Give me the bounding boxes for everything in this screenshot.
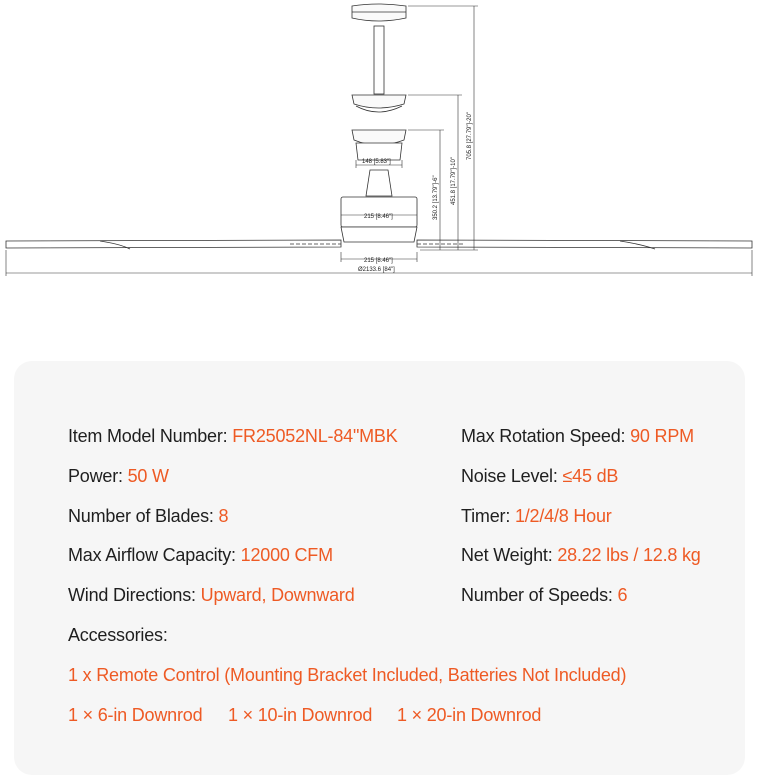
spec-blades [68, 505, 228, 527]
dim-mid-height: 451.8 [17.79"]-10" [451, 157, 457, 205]
spec-value: 6 [617, 585, 628, 605]
spec-speeds [461, 584, 627, 606]
spec-label: Item Model Number: [68, 426, 233, 446]
spec-label: Power: [68, 466, 128, 486]
accessory-downrod-6in: 1 × 6-in Downrod [68, 705, 203, 725]
spec-value: 50 W [127, 466, 169, 486]
spec-label: Net Weight: [461, 545, 558, 565]
accessory-downrod-20in: 1 × 20-in Downrod [397, 705, 542, 725]
spec-value: ≤45 dB [562, 466, 619, 486]
spec-net-weight [461, 544, 701, 566]
spec-value: 1/2/4/8 Hour [514, 506, 612, 526]
spec-timer [461, 505, 612, 527]
spec-label: Noise Level: [461, 466, 563, 486]
spec-label: Wind Directions: [68, 585, 201, 605]
dim-total-height: 705.8 [27.79"]-20" [467, 112, 473, 160]
spec-rotation-speed [461, 425, 694, 447]
spec-value: 12000 CFM [240, 545, 333, 565]
fan-dimension-diagram [0, 0, 759, 330]
fan-drawing [0, 0, 759, 330]
spec-label: Max Airflow Capacity: [68, 545, 241, 565]
spec-wind-directions [68, 584, 355, 606]
dim-low-height: 350.2 [13.79"]-6" [433, 175, 439, 220]
accessory-downrod-10in: 1 × 10-in Downrod [228, 705, 373, 725]
accessories-label: Accessories: [68, 625, 168, 645]
spec-value: Upward, Downward [200, 585, 355, 605]
spec-label: Number of Blades: [68, 506, 219, 526]
spec-label: Max Rotation Speed: [461, 426, 631, 446]
spec-noise-level [461, 465, 618, 487]
spec-value: FR25052NL-84"MBK [232, 426, 398, 446]
dim-blade-span: Ø2133.6 [84"] [358, 267, 395, 273]
dim-motor-width-top: 215 [8.46"] [364, 214, 393, 220]
dim-canopy-width: 148 [5.83"] [362, 159, 391, 165]
spec-label: Timer: [461, 506, 515, 526]
spec-value: 8 [218, 506, 229, 526]
accessory-remote-control: 1 x Remote Control (Mounting Bracket Included, Batteries Not Included) [68, 665, 627, 685]
dim-motor-width-bottom: 215 [8.46"] [364, 258, 393, 264]
spec-power [68, 465, 169, 487]
spec-model-number [68, 425, 398, 447]
spec-airflow [68, 544, 333, 566]
spec-label: Number of Speeds: [461, 585, 618, 605]
spec-value: 28.22 lbs / 12.8 kg [557, 545, 701, 565]
spec-value: 90 RPM [630, 426, 694, 446]
